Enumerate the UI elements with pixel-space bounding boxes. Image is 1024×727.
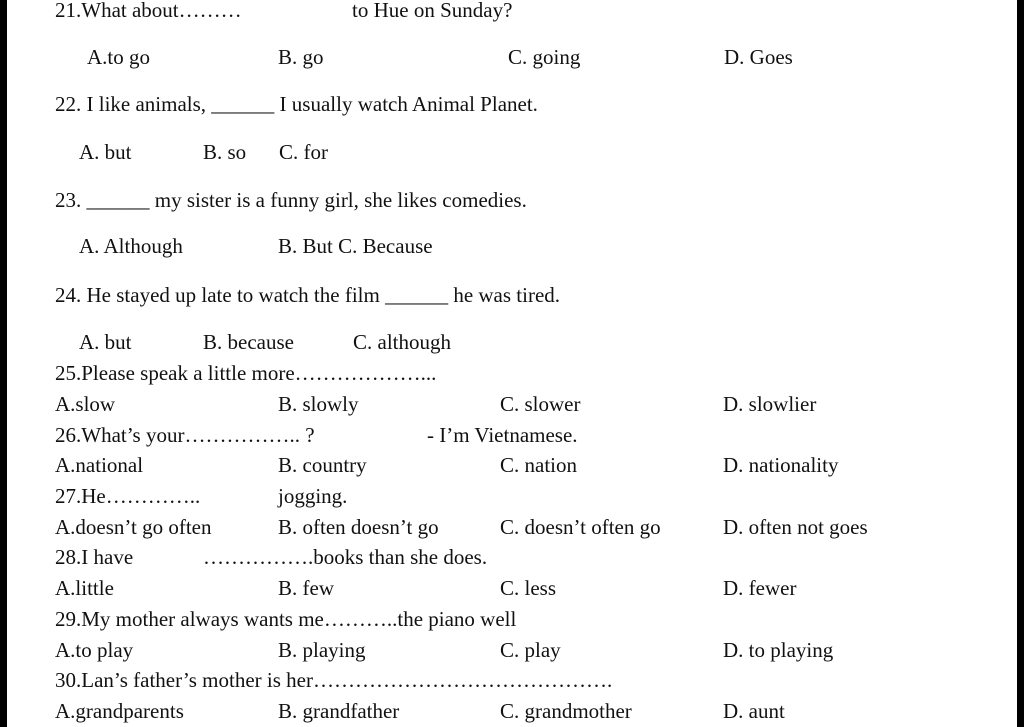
question-26-stem: 26.What’s your…………….. ? — [55, 423, 315, 447]
question-27-stem-end: jogging. — [278, 484, 348, 508]
question-21-stem-end: to Hue on Sunday? — [352, 0, 513, 22]
question-26-option-a: A.national — [55, 453, 144, 477]
question-28-option-b: B. few — [278, 576, 334, 600]
question-22-option-a: A. but — [79, 140, 132, 164]
question-28-stem-end: …………….books than she does. — [203, 545, 488, 569]
question-21-option-b: B. go — [278, 45, 324, 69]
question-25-option-c: C. slower — [500, 392, 581, 416]
question-24-option-b: B. because — [203, 330, 294, 354]
question-26-option-d: D. nationality — [723, 453, 839, 477]
question-24-option-c: C. although — [353, 330, 451, 354]
question-30-option-d: D. aunt — [723, 699, 785, 723]
worksheet-page — [7, 0, 1017, 727]
question-25-option-a: A.slow — [55, 392, 116, 416]
question-30-stem: 30.Lan’s father’s mother is her……………………………………. — [55, 668, 613, 692]
question-28-option-c: C. less — [500, 576, 557, 600]
question-27-option-d: D. often not goes — [723, 515, 868, 539]
question-28-option-d: D. fewer — [723, 576, 797, 600]
question-28-stem: 28.I have — [55, 545, 134, 569]
question-23-option-b: B. But C. Because — [278, 234, 433, 258]
question-24-stem: 24. He stayed up late to watch the film ______ he was tired. — [55, 283, 561, 307]
question-24-option-a: A. but — [79, 330, 132, 354]
question-29-option-b: B. playing — [278, 638, 366, 662]
question-29-option-c: C. play — [500, 638, 561, 662]
question-30-option-b: B. grandfather — [278, 699, 400, 723]
question-21-option-d: D. Goes — [724, 45, 793, 69]
question-30-option-c: C. grandmother — [500, 699, 632, 723]
question-29-option-a: A.to play — [55, 638, 134, 662]
question-27-option-a: A.doesn’t go often — [55, 515, 212, 539]
question-30-option-a: A.grandparents — [55, 699, 184, 723]
question-29-stem: 29.My mother always wants me………..the piano well — [55, 607, 517, 631]
question-21-option-c: C. going — [508, 45, 581, 69]
question-25-option-b: B. slowly — [278, 392, 359, 416]
question-22-option-c: C. for — [279, 140, 328, 164]
question-25-option-d: D. slowlier — [723, 392, 817, 416]
question-23-stem: 23. ______ my sister is a funny girl, she likes comedies. — [55, 188, 527, 212]
question-22-stem: 22. I like animals, ______ I usually watch Animal Planet. — [55, 92, 538, 116]
question-26-answer: - I’m Vietnamese. — [427, 423, 578, 447]
question-28-option-a: A.little — [55, 576, 114, 600]
question-26-option-b: B. country — [278, 453, 367, 477]
question-27-stem: 27.He………….. — [55, 484, 201, 508]
question-21-option-a: A.to go — [87, 45, 150, 69]
question-22-option-b: B. so — [203, 140, 247, 164]
question-27-option-c: C. doesn’t often go — [500, 515, 661, 539]
question-21-stem: 21.What about……… — [55, 0, 242, 22]
question-27-option-b: B. often doesn’t go — [278, 515, 439, 539]
question-29-option-d: D. to playing — [723, 638, 834, 662]
question-26-option-c: C. nation — [500, 453, 577, 477]
question-25-stem: 25.Please speak a little more………………... — [55, 361, 437, 385]
question-23-option-a: A. Although — [79, 234, 183, 258]
